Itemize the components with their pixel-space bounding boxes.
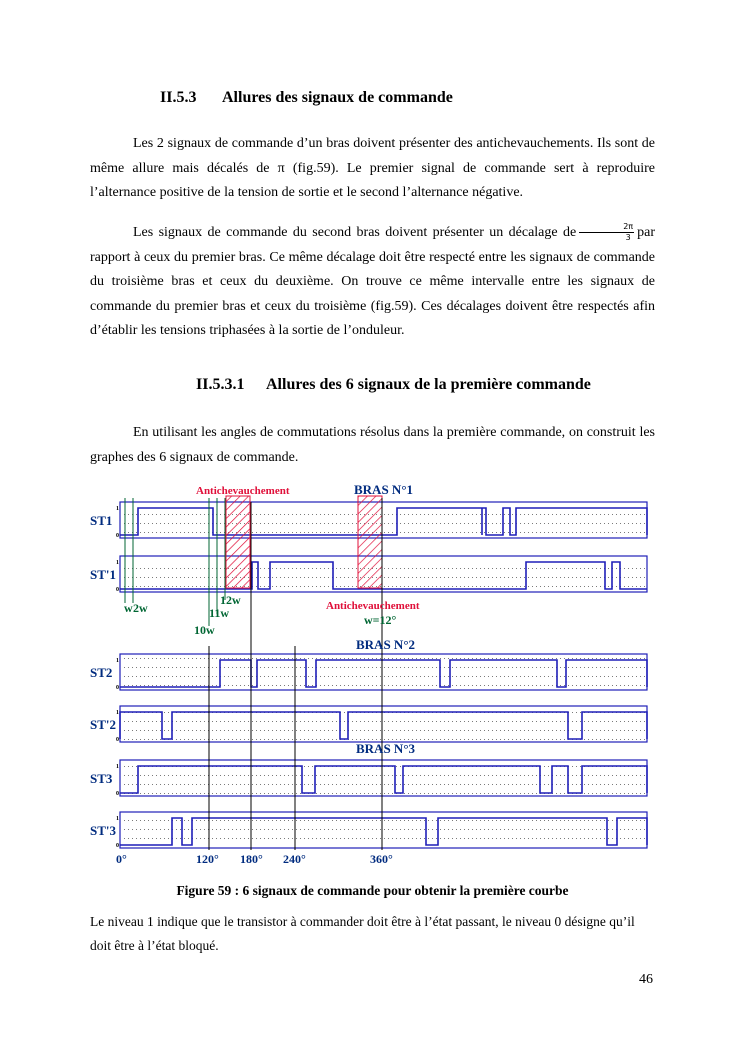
paragraph-2-before: Les signaux de commande du second bras doivent présenter un décalage de	[133, 225, 577, 240]
level-high-5: 1	[116, 764, 119, 770]
fraction-numerator: 2π	[579, 222, 634, 233]
step-10w-label: 10w	[194, 623, 215, 637]
fraction-denominator: 3	[625, 233, 631, 243]
paragraph-3: En utilisant les angles de commutations résolus dans la première commande, on construit les graphes des 6 signaux de commande.	[90, 425, 655, 465]
level-low-2: 0	[116, 587, 119, 593]
note-paragraph: Le niveau 1 indique que le transistor à commander doit être à l’état passant, le niveau 0 désigne qu’il doit être à l’état bloqué.	[90, 914, 635, 953]
signal-grid-6	[122, 816, 645, 846]
subsection-heading	[196, 376, 591, 394]
level-low-4: 0	[116, 737, 119, 743]
step-w-label: w	[124, 601, 133, 615]
antichevauchement-hatch-1	[226, 496, 250, 588]
level-high-4: 1	[116, 710, 119, 716]
x-label-180: 180°	[240, 852, 263, 866]
level-high-6: 1	[116, 816, 119, 822]
fraction-2pi-3	[579, 222, 634, 243]
w-value-label: w=12°	[364, 613, 397, 627]
x-label-360: 360°	[370, 852, 393, 866]
subsection-number: II.5.3.1	[196, 376, 245, 393]
figure-59-signals	[88, 478, 653, 870]
level-low-1: 0	[116, 533, 119, 539]
x-label-240: 240°	[283, 852, 306, 866]
signal-label-2: ST'1	[90, 567, 117, 582]
antichevauchement-hatch-2	[358, 496, 382, 588]
level-low-6: 0	[116, 843, 119, 849]
signal-label-1: ST1	[90, 513, 113, 528]
page-number: 46	[639, 972, 653, 987]
step-12w-label: 12w	[220, 593, 241, 607]
section-number: II.5.3	[160, 89, 197, 106]
signal-label-4: ST'2	[90, 717, 117, 732]
antichevauchement-bottom-label: Antichevauchement	[326, 600, 420, 612]
level-high-1: 1	[116, 506, 119, 512]
signal-grid-5	[122, 764, 645, 794]
bras-2-label: BRAS N°2	[356, 637, 416, 652]
paragraph-2-after: par rapport à ceux du premier bras. Ce même décalage doit être respecté entre les signaux de commande du troisième bras et ceux du deuxième. On trouve ce même intervalle entre les signaux de commande du premier bras et ceux du troisième (fig.59). Ces décalages doivent être respectés afin d’établir les tensions triphasées à la sortie de l’onduleur.	[90, 225, 655, 338]
signal-grid-2	[122, 560, 645, 590]
level-low-5: 0	[116, 791, 119, 797]
section-title: Allures des signaux de commande	[222, 89, 453, 106]
signal-grid-1	[122, 506, 645, 536]
step-2w-label: 2w	[133, 601, 148, 615]
subsection-title: Allures des 6 signaux de la première commande	[266, 376, 591, 393]
antichevauchement-top-label: Antichevauchement	[196, 485, 290, 497]
signal-label-6: ST'3	[90, 823, 117, 838]
x-label-0: 0°	[116, 852, 127, 866]
x-label-120: 120°	[196, 852, 219, 866]
figure-caption: Figure 59 : 6 signaux de commande pour obtenir la première courbe	[176, 883, 569, 898]
level-high-3: 1	[116, 658, 119, 664]
bras-3-label: BRAS N°3	[356, 741, 416, 756]
signal-label-3: ST2	[90, 665, 113, 680]
signal-grid-4	[122, 710, 645, 740]
section-heading	[160, 89, 453, 107]
paragraph-1: Les 2 signaux de commande d’un bras doivent présenter des antichevauchements. Ils sont de même allure mais décalés de π (fig.59). Le premier signal de commande sert à reproduire l’alternance positive de la tension de sortie et le second l’alternance négative.	[90, 136, 655, 200]
signal-label-5: ST3	[90, 771, 113, 786]
paragraph-2	[90, 221, 655, 344]
bras-1-label: BRAS N°1	[354, 482, 414, 497]
level-high-2: 1	[116, 560, 119, 566]
level-low-3: 0	[116, 685, 119, 691]
step-11w-label: 11w	[209, 606, 230, 620]
